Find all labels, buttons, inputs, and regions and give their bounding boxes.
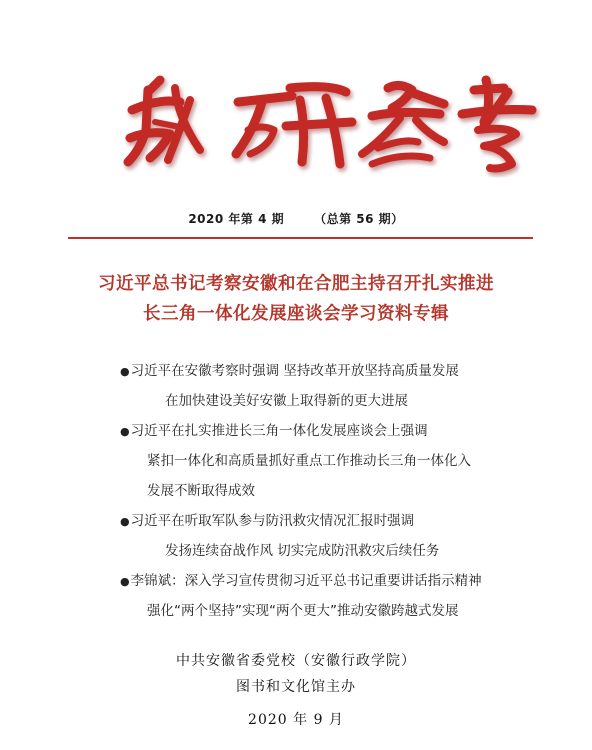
toc-text: 李锦斌：深入学习宣传贯彻习近平总书记重要讲话指示精神 <box>130 573 482 589</box>
bullet-icon: ● <box>120 365 130 378</box>
publisher-name: 中共安徽省委党校（安徽行政学院） <box>176 653 416 669</box>
toc-item-3-title <box>120 509 414 529</box>
toc-item-2-subtitle-cont: 发展不断取得成效 <box>147 483 255 499</box>
toc-item-4-title <box>120 569 482 589</box>
publication-date: 2020 年 9 月 <box>248 712 344 728</box>
toc-item-1-title <box>120 359 459 379</box>
toc-item-2-subtitle: 紧扣一体化和高质量抓好重点工作推动长三角一体化入 <box>147 453 471 469</box>
toc-text: 习近平在听取军队参与防汛救灾情况汇报时强调 <box>130 513 415 529</box>
total-issue-number: （总第 56 期） <box>314 212 404 226</box>
toc-item-3-subtitle: 发扬连续奋战作风 切实完成防汛救灾后续任务 <box>165 543 440 559</box>
issue-number: 2020 年第 4 期 <box>188 212 285 226</box>
bullet-icon: ● <box>120 515 130 528</box>
bullet-icon: ● <box>120 575 130 588</box>
toc-item-2-title <box>120 419 428 439</box>
headline-line-1: 习近平总书记考察安徽和在合肥主持召开扎实推进 <box>98 274 494 294</box>
publisher-host: 图书和文化馆主办 <box>236 679 356 695</box>
bullet-icon: ● <box>120 425 130 438</box>
toc-item-4-subtitle: 强化“两个坚持”实现“两个更大”推动安徽跨越式发展 <box>147 603 459 619</box>
toc-text: 习近平在安徽考察时强调 坚持改革开放坚持高质量发展 <box>130 363 459 379</box>
headline-line-2: 长三角一体化发展座谈会学习资料专辑 <box>143 304 449 324</box>
toc-text: 习近平在扎实推进长三角一体化发展座谈会上强调 <box>130 423 428 439</box>
toc-item-1-subtitle: 在加快建设美好安徽上取得新的更大进展 <box>165 393 408 409</box>
